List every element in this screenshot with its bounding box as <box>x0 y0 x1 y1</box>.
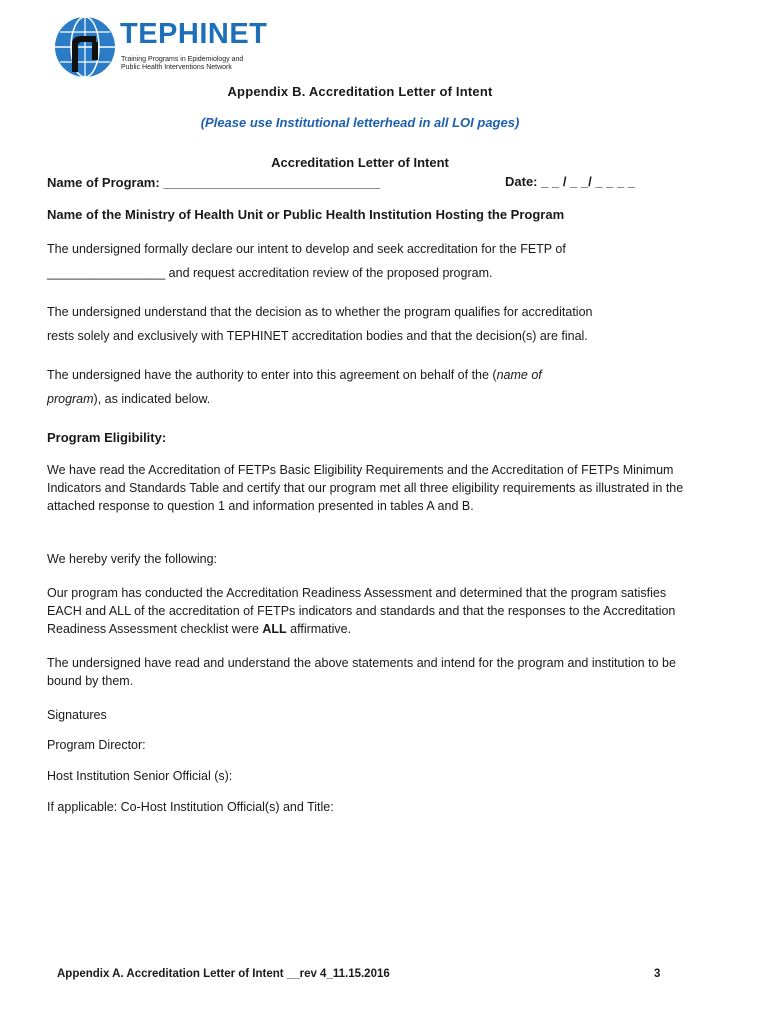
authority-line-2 <box>47 387 687 411</box>
intent-line-2 <box>47 261 687 285</box>
readiness-paragraph <box>47 584 687 638</box>
document-title: Appendix B. Accreditation Letter of Intent <box>227 84 493 99</box>
authority-text-1: The undersigned have the authority to enter into this agreement on behalf of the ( <box>47 368 497 382</box>
bound-paragraph: The undersigned have read and understand the above statements and intend for the program and institution to be bound by them. <box>47 656 676 688</box>
page-footer: Appendix A. Accreditation Letter of Intent __rev 4_11.15.2016 <box>57 968 390 980</box>
logo-wordmark: TEPHINET <box>120 18 268 50</box>
letterhead-instruction: (Please use Institutional letterhead in all LOI pages) <box>200 115 520 130</box>
globe-icon <box>52 14 118 80</box>
program-name-field[interactable]: ______________________________ <box>163 175 381 190</box>
page-number: 3 <box>654 968 661 980</box>
fetp-name-field[interactable]: _________________ <box>47 266 166 280</box>
decision-line-2: rests solely and exclusively with TEPHINET accreditation bodies and that the decision(s) are final. <box>47 329 588 343</box>
logo-tagline <box>121 56 261 72</box>
eligibility-paragraph: We have read the Accreditation of FETPs Basic Eligibility Requirements and the Accreditation of FETPs Minimum Indicators and Standards Table and certify that our program met all three eligibility requirements as illustrated in the attached response to question 1 and information presented in tables A and B. <box>47 463 684 513</box>
cohost-official-label: If applicable: Co-Host Institution Official(s) and Title: <box>47 800 334 814</box>
program-name-row <box>47 174 380 192</box>
section-heading: Accreditation Letter of Intent <box>271 155 449 170</box>
intent-paragraph <box>47 237 687 285</box>
authority-text-2: ), as indicated below. <box>93 392 211 406</box>
authority-italic-2: program <box>47 392 94 406</box>
decision-paragraph <box>47 300 687 348</box>
authority-line-1 <box>47 363 687 387</box>
date-label: Date: <box>505 174 538 189</box>
authority-paragraph <box>47 363 687 411</box>
decision-line-1: The undersigned understand that the decision as to whether the program qualifies for accreditation <box>47 305 593 319</box>
program-director-label: Program Director: <box>47 738 146 752</box>
logo-tagline-line-2: Public Health Interventions Network <box>121 64 232 71</box>
tephinet-logo <box>52 14 268 84</box>
verify-paragraph: We hereby verify the following: <box>47 552 217 566</box>
readiness-text-1: Our program has conducted the Accreditation Readiness Assessment and determined that the program satisfies EACH and ALL of the accreditation of FETPs indicators and standards and that the responses to the Accreditation Readiness Assessment checklist were <box>47 586 676 636</box>
ministry-heading: Name of the Ministry of Health Unit or Public Health Institution Hosting the Program <box>47 207 565 222</box>
readiness-all-emphasis: ALL <box>262 622 287 636</box>
eligibility-heading: Program Eligibility: <box>47 430 167 445</box>
logo-tagline-line-1: Training Programs in Epidemiology and <box>121 56 244 63</box>
date-row <box>505 174 635 189</box>
program-name-label: Name of Program: <box>47 175 160 190</box>
authority-italic-1: name of <box>496 368 542 382</box>
readiness-text-2: affirmative. <box>286 622 352 636</box>
intent-line-2-text: and request accreditation review of the proposed program. <box>165 266 493 280</box>
signatures-label: Signatures <box>47 708 107 722</box>
date-field[interactable]: _ _ / _ _/ _ _ _ _ <box>541 174 636 189</box>
intent-line-1: The undersigned formally declare our intent to develop and seek accreditation for the FETP of <box>47 242 566 256</box>
host-official-label: Host Institution Senior Official (s): <box>47 769 233 783</box>
